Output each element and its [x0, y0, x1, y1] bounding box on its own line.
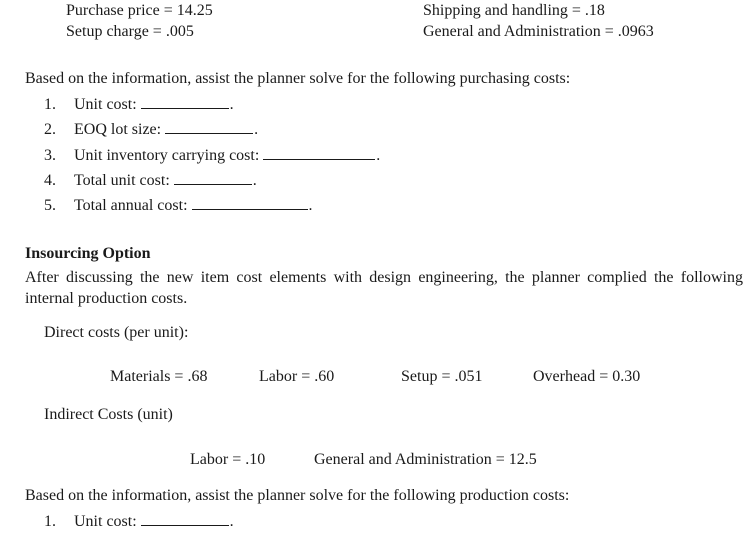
item-number: 3.	[44, 147, 56, 164]
direct-costs-label: Direct costs (per unit):	[44, 324, 189, 341]
answer-blank[interactable]	[192, 195, 308, 210]
materials-cost: Materials = .68	[110, 368, 208, 385]
labor-indirect-cost: Labor = .10	[190, 451, 266, 468]
answer-blank[interactable]	[263, 145, 375, 160]
item-number: 2.	[44, 121, 56, 138]
overhead-cost: Overhead = 0.30	[533, 368, 641, 385]
item-number: 1.	[44, 96, 56, 113]
answer-blank[interactable]	[141, 94, 229, 109]
production-prompt: Based on the information, assist the planner solve for the following production costs:	[25, 487, 570, 504]
purchasing-item-5	[44, 195, 313, 216]
purchase-price-text: Purchase price = 14.25	[66, 2, 213, 19]
item-period: .	[308, 197, 313, 214]
item-period: .	[376, 147, 381, 164]
item-label: Total annual cost:	[74, 197, 188, 214]
answer-blank[interactable]	[141, 511, 229, 526]
answer-blank[interactable]	[174, 170, 252, 185]
item-label: Unit cost:	[74, 513, 137, 530]
purchasing-item-1	[44, 94, 234, 115]
item-label: Unit inventory carrying cost:	[74, 147, 260, 164]
item-number: 5.	[44, 197, 56, 214]
item-label: Unit cost:	[74, 96, 137, 113]
item-number: 1.	[44, 513, 56, 530]
item-period: .	[229, 96, 234, 113]
purchasing-item-3	[44, 145, 380, 166]
shipping-handling-text: Shipping and handling = .18	[423, 2, 605, 19]
item-number: 4.	[44, 172, 56, 189]
purchasing-prompt: Based on the information, assist the planner solve for the following purchasing costs:	[25, 70, 571, 87]
labor-direct-cost: Labor = .60	[259, 368, 335, 385]
purchasing-item-4	[44, 170, 257, 191]
insourcing-intro: After discussing the new item cost elements with design engineering, the planner complied the following internal production costs.	[25, 269, 743, 307]
purchasing-item-2	[44, 119, 258, 140]
item-period: .	[252, 172, 257, 189]
item-period: .	[229, 513, 234, 530]
insourcing-heading: Insourcing Option	[25, 245, 151, 262]
item-label: Total unit cost:	[74, 172, 170, 189]
item-period: .	[254, 121, 259, 138]
answer-blank[interactable]	[165, 119, 253, 134]
setup-charge-text: Setup charge = .005	[66, 23, 194, 40]
item-label: EOQ lot size:	[74, 121, 162, 138]
general-admin-text: General and Administration = .0963	[423, 23, 654, 40]
indirect-costs-label: Indirect Costs (unit)	[44, 406, 173, 423]
setup-cost: Setup = .051	[401, 368, 483, 385]
production-item-1	[44, 511, 234, 532]
general-admin-indirect-cost: General and Administration = 12.5	[314, 451, 537, 468]
